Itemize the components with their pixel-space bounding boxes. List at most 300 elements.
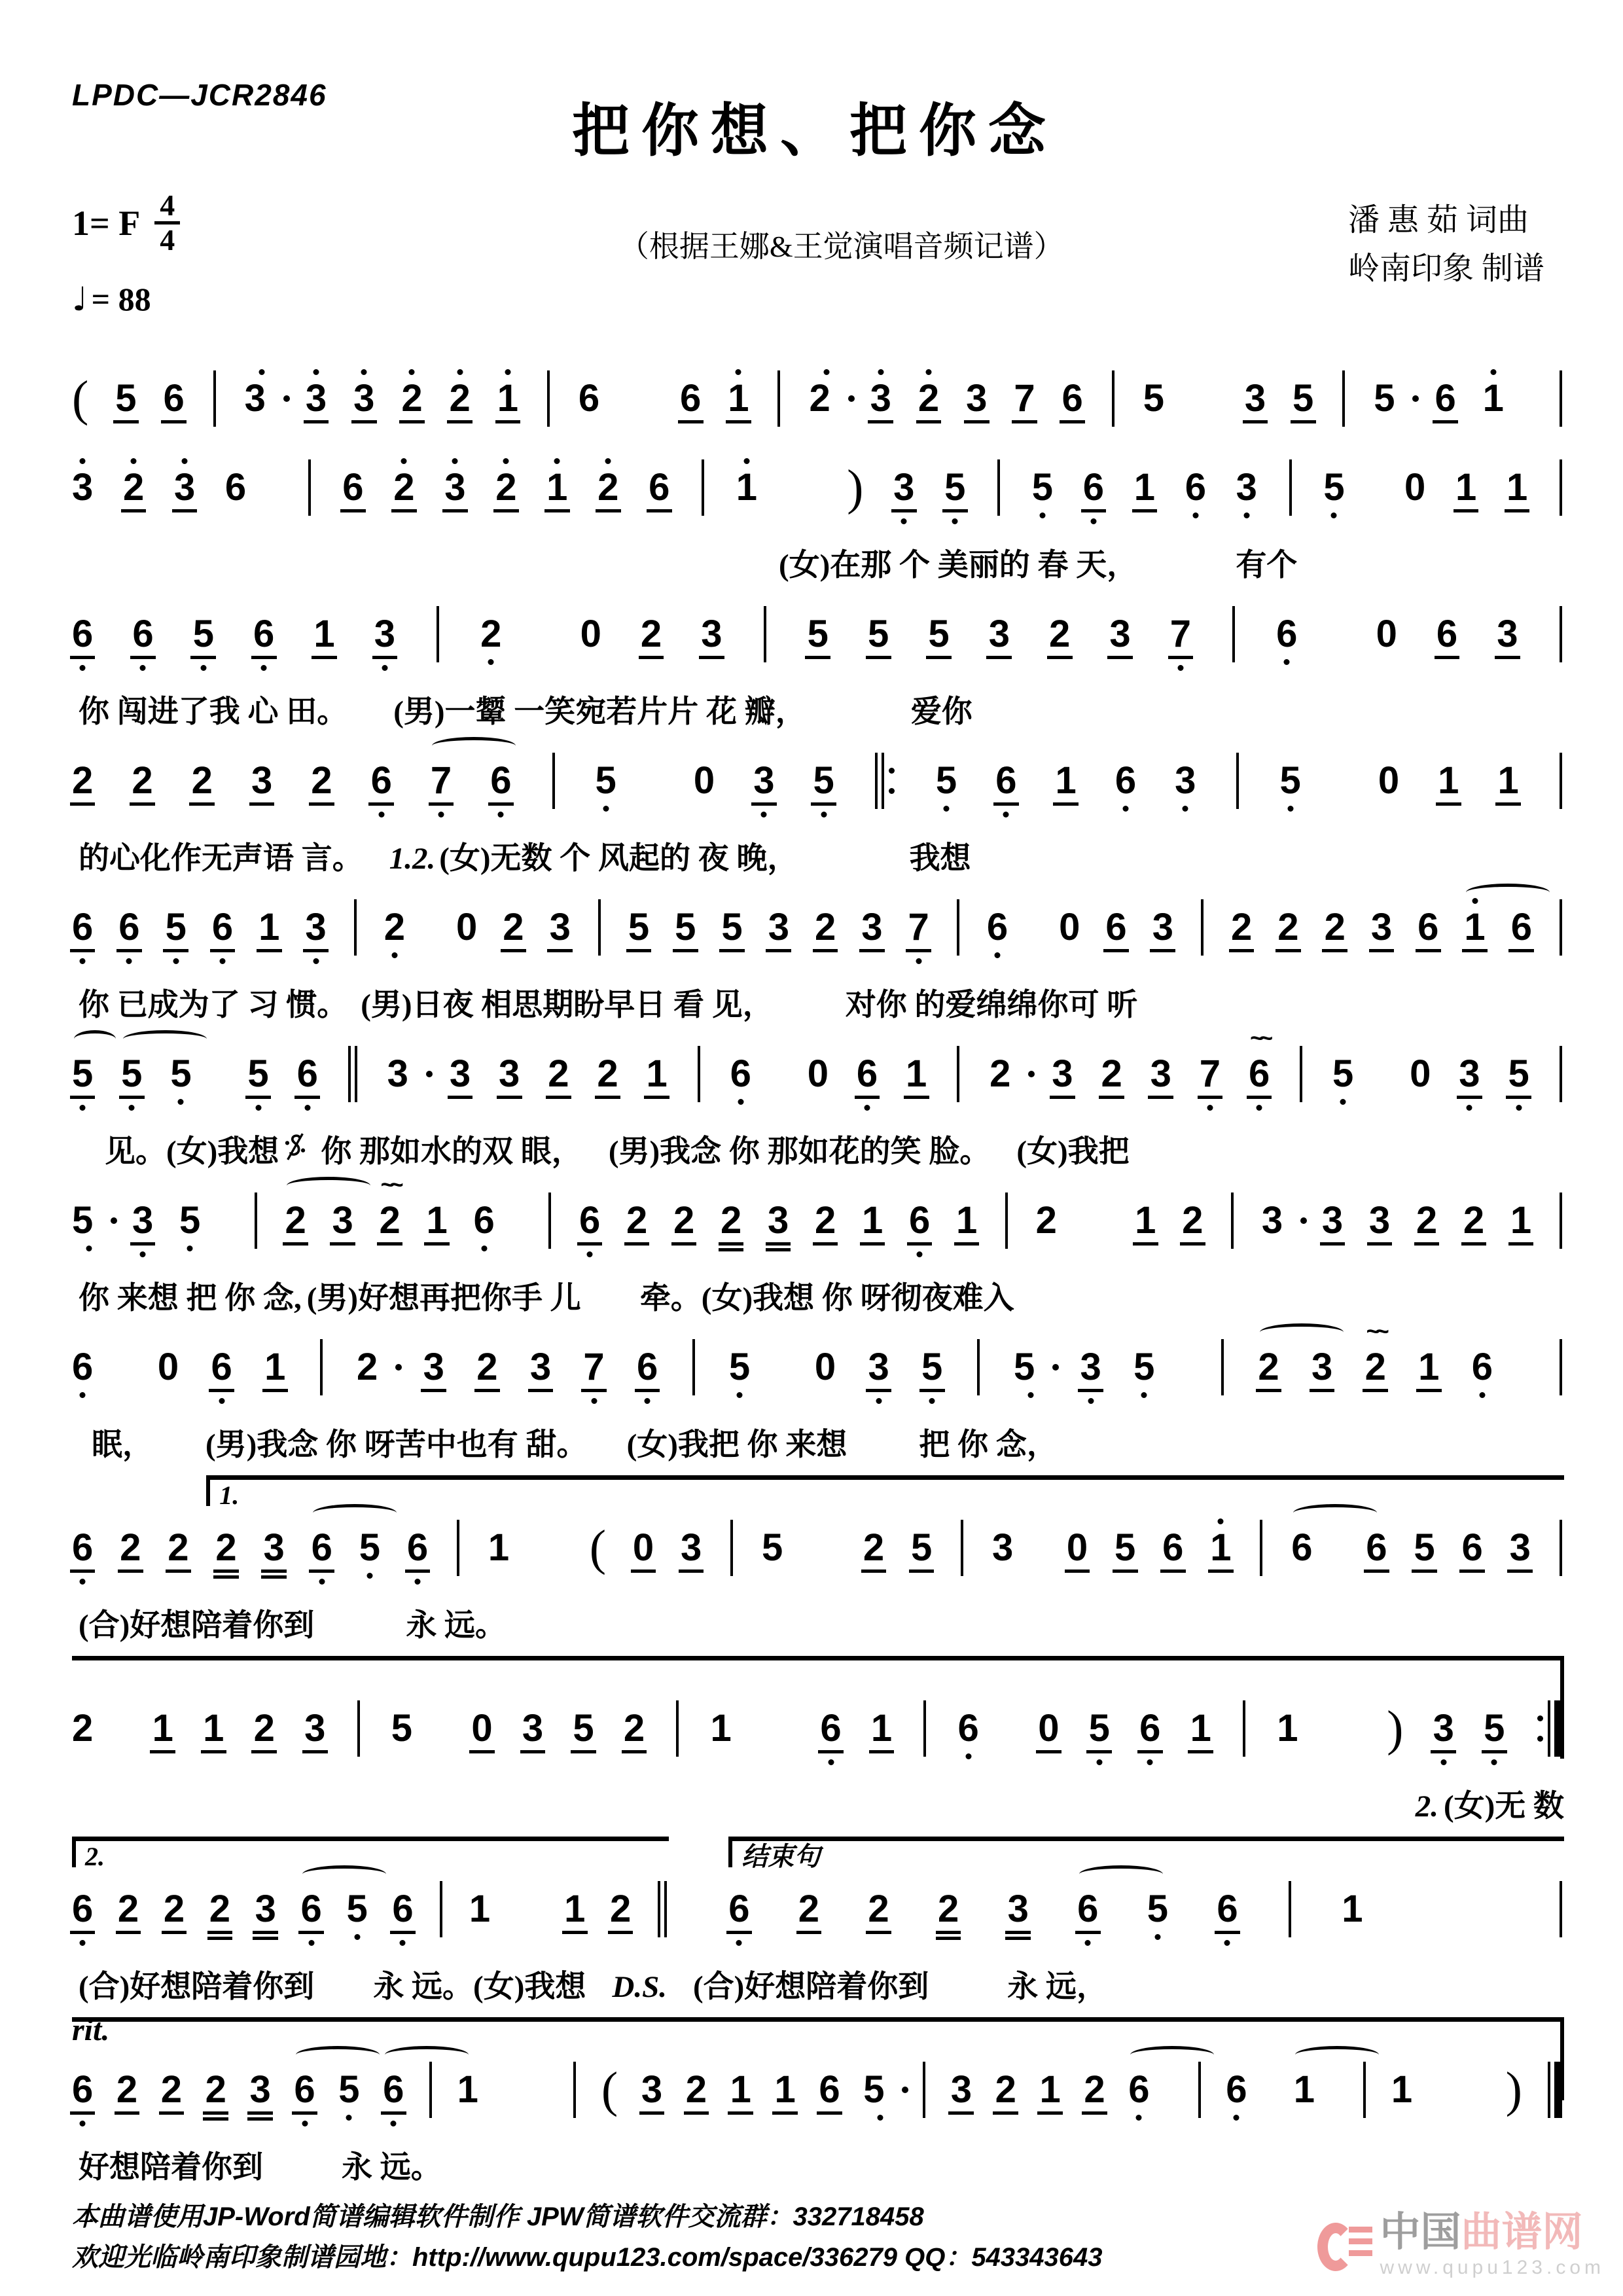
note: 2 [72, 761, 93, 801]
system-section [728, 1842, 1564, 1948]
note: 6 [819, 2070, 840, 2110]
note: 1 [1497, 761, 1518, 801]
note: 3 [1080, 1347, 1101, 1388]
rest: 0 [157, 1346, 179, 1388]
paren: ( [589, 1520, 607, 1575]
note: 3 [768, 1200, 789, 1241]
note: 6 [1472, 1347, 1493, 1388]
barline [545, 370, 552, 427]
note: 6 [995, 761, 1016, 801]
note: 5 [72, 1200, 106, 1241]
note: 1 [906, 1054, 927, 1094]
note: 6 [1077, 1889, 1098, 1929]
notes-row [72, 1842, 1564, 1948]
note: 5 [1032, 467, 1053, 508]
note: 1 [728, 378, 749, 419]
notes-row [72, 360, 1564, 437]
note: 5 [1508, 1054, 1529, 1094]
note: 2 [495, 467, 516, 508]
note: 3 [132, 1200, 153, 1241]
note: 3 [1497, 614, 1518, 655]
note: 2 [205, 2070, 226, 2110]
quarter-note-icon: ♩ [72, 280, 88, 318]
note: 2 [1416, 1200, 1437, 1241]
note: 7 [1170, 614, 1191, 655]
note: 6 [1217, 1889, 1238, 1929]
note: 5 [928, 614, 949, 655]
note: 6 [72, 614, 93, 655]
time-signature [154, 190, 180, 257]
music-system [72, 1024, 1564, 1170]
tempo-change-label: rit. [72, 2013, 110, 2047]
subtitle: （根据王娜&王觉演唱音频记谱） [618, 230, 1064, 263]
note: 3 [1109, 614, 1130, 655]
volta-label: 1. [219, 1480, 240, 1510]
note: 3 [305, 907, 326, 948]
barline [995, 459, 1002, 516]
lyric-segment: 我想 [909, 842, 971, 876]
note: 2 [1325, 907, 1346, 948]
note: 6 [224, 466, 247, 509]
note: 1 [956, 1200, 977, 1241]
note: 1 [1510, 1200, 1531, 1241]
note: 7 [1014, 378, 1035, 419]
note: 1 [1210, 1528, 1231, 1568]
rest: 0 [580, 613, 601, 655]
note: 3 [522, 1708, 543, 1749]
note: 3 [861, 907, 882, 948]
note: 1 [1464, 907, 1485, 948]
note: 1 [1507, 467, 1527, 508]
lyric-segment: (女)无 数 [1443, 1789, 1564, 1823]
note: 1 [736, 467, 757, 508]
note: 3 [701, 614, 722, 655]
note: 5 [170, 1054, 191, 1094]
paren: ( [72, 371, 89, 426]
notes-row [72, 596, 1564, 673]
note: 2 [1035, 1199, 1057, 1242]
note: 1 [152, 1708, 173, 1749]
tempo-marking [72, 280, 151, 318]
note: 5 [72, 1054, 93, 1094]
note: 3 [1052, 1054, 1073, 1094]
music-system [72, 1480, 1564, 1644]
music-system [72, 1690, 1564, 1825]
note: 2 [721, 1200, 741, 1241]
note: 6 [72, 1347, 93, 1388]
note: 1 [1277, 1707, 1298, 1749]
watermark-logo-icon [1317, 2216, 1374, 2279]
barline [253, 1193, 259, 1249]
volta-bracket [72, 1837, 669, 1871]
note: 6 [132, 614, 153, 655]
note: 6 [1185, 467, 1206, 508]
barline [873, 753, 897, 809]
note: 2 [72, 1707, 94, 1749]
lyric-segment: 的心化作无声语 言。 [79, 842, 363, 876]
note: 1 [774, 2070, 795, 2110]
note: 3 [332, 1200, 353, 1241]
note: 2 [597, 467, 618, 508]
rest: 0 [807, 1052, 829, 1095]
note: 5 [1374, 378, 1408, 419]
lyrics-line [72, 1274, 1564, 1317]
footer [72, 2197, 1103, 2278]
note: 2 [624, 1708, 645, 1749]
note: 5 [675, 907, 696, 948]
note: 6 [1139, 1708, 1160, 1749]
barline [306, 459, 313, 516]
lyric-segment: 见。(女)我想 [105, 1135, 279, 1169]
barline [955, 899, 961, 956]
lyrics-line [72, 834, 1564, 877]
notes-row [72, 449, 1564, 526]
note: 3 [306, 378, 327, 419]
note: 3 [1236, 467, 1257, 508]
barline [427, 2062, 434, 2118]
note: 6 [1128, 2070, 1149, 2110]
barline [1558, 1193, 1564, 1249]
note: 7 [431, 761, 452, 801]
barline [696, 1046, 702, 1102]
lyric-segment: (合)好想陪着你到 [79, 1609, 315, 1643]
note: 2 [815, 1200, 836, 1241]
note: 3 [1371, 907, 1392, 948]
note: 3 [444, 467, 465, 508]
barline [1558, 1881, 1564, 1937]
note: 5 [628, 907, 649, 948]
note: 2 [610, 1889, 631, 1929]
note: 6 [371, 761, 392, 801]
note: 1 [1134, 467, 1155, 508]
note: 6 [1062, 378, 1083, 419]
barline [1287, 459, 1294, 516]
note: 3 [245, 378, 279, 419]
note: 5 [1414, 1528, 1435, 1568]
note: 3 [450, 1054, 471, 1094]
volta-bracket [72, 1656, 1564, 1759]
note: 6 ~~ [1249, 1054, 1270, 1094]
key-time-signature [72, 190, 180, 257]
lyric-segment: 牵。(女)我想 你 呀彻夜难入 [639, 1282, 1014, 1316]
barline [776, 370, 782, 427]
note: 2 [384, 907, 405, 948]
note: 6 [253, 614, 274, 655]
note: 1 [1455, 467, 1476, 508]
note: 2 [215, 1528, 236, 1568]
notes-row [72, 1318, 1564, 1406]
note: 2 [311, 761, 332, 801]
note: 3 [251, 761, 272, 801]
note: 6 [72, 1889, 93, 1929]
note: 6 [857, 1054, 878, 1094]
note: 6 [680, 378, 701, 419]
note: 1 [546, 467, 567, 508]
barline [1110, 370, 1116, 427]
note: 3 [1175, 761, 1196, 801]
note: 1 [1056, 761, 1077, 801]
music-system [72, 889, 1564, 1024]
note: 6 [1511, 907, 1532, 948]
note: 3 [753, 761, 774, 801]
note: 2 [1258, 1347, 1279, 1388]
note: 1 [710, 1707, 732, 1749]
lyrics-line [72, 2143, 1564, 2186]
note: 5 [863, 2070, 897, 2110]
note: 2 [503, 907, 524, 948]
barline [975, 1339, 982, 1395]
volta-label: 结束句 [741, 1842, 821, 1871]
note: 6 [1436, 614, 1457, 655]
note: 6 [649, 467, 669, 508]
note: 5 [1133, 1347, 1154, 1388]
note: 7 [908, 907, 929, 948]
note: 2 [123, 467, 144, 508]
note: 2 [990, 1054, 1024, 1094]
music-system [72, 742, 1564, 877]
barline [921, 2062, 927, 2118]
note: 6 [578, 377, 600, 420]
note: 2 [548, 1054, 569, 1094]
notes-row [72, 1690, 1564, 1767]
rest: 0 [1059, 906, 1080, 948]
barline [762, 606, 768, 662]
note: 6 [820, 1708, 841, 1749]
note: 1 [871, 1708, 892, 1749]
lyric-segment: 你 来想 把 你 念, [79, 1282, 302, 1316]
note: 5 [1484, 1708, 1505, 1749]
music-system [72, 449, 1564, 584]
note: 3 [1311, 1347, 1332, 1388]
note: 5 [166, 907, 187, 948]
note: 3 [641, 2070, 662, 2110]
note: 1 [497, 378, 518, 419]
note: 6 [728, 1889, 749, 1929]
lyric-segment: 好想陪着你到 [79, 2151, 263, 2185]
note: 3 [72, 467, 93, 508]
barline [728, 1520, 735, 1576]
notes-row [72, 889, 1564, 966]
credit-arranger: 岭南印象 制谱 [1347, 251, 1544, 287]
lyric-segment: 眠， [92, 1428, 153, 1462]
note: 5 [808, 614, 829, 655]
barline [1558, 1046, 1564, 1102]
note: 6 [1162, 1528, 1183, 1568]
note: 2 ~~ [1365, 1347, 1386, 1388]
tempo-value: = 88 [91, 281, 151, 317]
note: 3 [870, 378, 891, 419]
rest: 0 [1404, 466, 1426, 509]
note: 3 [499, 1054, 520, 1094]
note: 1 [488, 1526, 510, 1569]
note: 5 [573, 1708, 594, 1749]
music-system [72, 1842, 1564, 2005]
barline [596, 899, 603, 956]
rest: 0 [1378, 759, 1400, 802]
note: 5 [121, 1054, 142, 1094]
header [72, 0, 1558, 347]
barline [346, 1046, 359, 1102]
note: 6 [383, 2070, 404, 2110]
note: 1 [469, 1888, 491, 1930]
barline [211, 370, 218, 427]
note: 2 [254, 1708, 275, 1749]
note: 5 [1115, 1528, 1135, 1568]
rest: 0 [633, 1528, 654, 1568]
note: 5 [247, 1054, 268, 1094]
lyric-segment: 你 闯进了我 心 田。 [79, 695, 348, 729]
credit-composer: 潘 惠 茹 词曲 [1347, 203, 1529, 238]
paren: ) [1505, 2062, 1522, 2117]
note: 3 [1262, 1200, 1296, 1241]
note: 2 [641, 614, 662, 655]
barline [1558, 459, 1564, 516]
rest: 0 [814, 1346, 836, 1388]
lyrics-line [72, 541, 1564, 584]
note: 2 [798, 1889, 819, 1929]
note: 1 [564, 1889, 585, 1929]
note: 3 [353, 378, 374, 419]
watermark-url: www.qupu123.com [1380, 2257, 1605, 2278]
note: 6 [1435, 378, 1455, 419]
note: 6 [297, 1054, 318, 1094]
barline [318, 1339, 325, 1395]
note: 2 [285, 1200, 306, 1241]
note: 3 [250, 2070, 271, 2110]
note: 5 [115, 378, 136, 419]
note: 2 [863, 1528, 884, 1568]
note: 2 [809, 378, 843, 419]
note: 1 [203, 1708, 224, 1749]
barline [438, 1881, 444, 1937]
note: 2 [597, 1054, 618, 1094]
note: 3 [768, 907, 789, 948]
note: 2 [626, 1200, 647, 1241]
barline [656, 1881, 669, 1937]
barline [1230, 606, 1237, 662]
lyrics-line [72, 1127, 1564, 1170]
note: 3 [264, 1528, 285, 1568]
lyric-segment: 你 已成为了 习 惯。 [79, 988, 348, 1022]
footer-contact-note: 欢迎光临岭南印象制谱园地：http://www.qupu123.com/space/336279 QQ：543343643 [72, 2243, 1103, 2272]
note: 1 [1391, 2068, 1413, 2111]
note: 2 [393, 467, 414, 508]
lyric-segment: 把 你 念， [919, 1428, 1058, 1462]
note: 6 [1462, 1528, 1483, 1568]
note: 6 [72, 1528, 93, 1568]
rest: 0 [456, 906, 478, 948]
note: 3 [991, 1526, 1014, 1569]
credits [1348, 196, 1544, 294]
note: 6 [118, 907, 139, 948]
note: 1 [426, 1200, 447, 1241]
note: 2 [995, 2070, 1016, 2110]
volta-bracket [728, 1837, 1564, 1871]
lyrics-line [72, 1420, 1564, 1463]
note: 6 [294, 2070, 315, 2110]
note: 6 [1276, 614, 1297, 655]
barline [546, 1193, 553, 1249]
note: 2 [476, 1347, 497, 1388]
barline [1219, 1339, 1226, 1395]
note: 7 [1200, 1054, 1221, 1094]
note: 3 [255, 1889, 276, 1929]
lyrics-line [72, 1782, 1564, 1825]
lyric-segment: 对你 的爱绵绵你可 听 [845, 988, 1138, 1022]
note: 2 [1084, 2070, 1105, 2110]
lyric-segment: 永 远。 [342, 2151, 442, 2185]
note: 2 [116, 2070, 137, 2110]
barline [1558, 1339, 1564, 1395]
notes-row [72, 742, 1564, 819]
rest: 0 [1410, 1052, 1431, 1095]
note: 5 [359, 1528, 380, 1568]
note: 1 [1342, 1888, 1363, 1930]
song-title: 把你想、把你念 [571, 100, 1058, 164]
note: 2 [1182, 1200, 1203, 1241]
note: 1 [647, 1054, 668, 1094]
paren: ) [1387, 1701, 1404, 1756]
note: 5 [936, 761, 957, 801]
note: 6 [1291, 1528, 1312, 1568]
note: 6 [730, 1054, 751, 1094]
barline [955, 1046, 961, 1102]
note: 2 [357, 1347, 391, 1388]
barline [435, 606, 441, 662]
note: 2 [118, 1889, 139, 1929]
note: 5 [346, 1889, 367, 1929]
lyrics-line [72, 1962, 1564, 2005]
lyrics-line [72, 1601, 1564, 1644]
note: 5 [721, 907, 742, 948]
rest: 0 [1376, 613, 1397, 655]
note: 6 [909, 1200, 930, 1241]
lyric-segment: (女)在那 个 美丽的 春 天， [779, 548, 1138, 583]
system-section [72, 1842, 669, 1948]
note: 5 [921, 1347, 942, 1388]
note: 1 [1039, 2070, 1060, 2110]
note: 2 [1277, 907, 1298, 948]
lyric-segment: 爱你 [910, 695, 972, 729]
watermark [1317, 2212, 1605, 2279]
note: 6 [392, 1889, 413, 1929]
music-system [72, 1171, 1564, 1317]
lyrics-line [72, 687, 1564, 730]
lyric-segment: 2. [1415, 1789, 1438, 1823]
barline [1199, 899, 1205, 956]
volta-label: 2. [85, 1842, 105, 1871]
barline [352, 899, 359, 956]
barline [1229, 1193, 1236, 1249]
note: 5 [761, 1526, 783, 1569]
note: 6 [637, 1347, 658, 1388]
note: 5 [391, 1707, 413, 1749]
note: 3 [1008, 1889, 1029, 1929]
note: 6 [987, 907, 1008, 948]
note: 6 [72, 907, 93, 948]
lyric-segment: (合)好想陪着你到 [692, 1970, 929, 2004]
note: 1 [313, 614, 334, 655]
note: 5 [868, 614, 889, 655]
barline [1196, 2062, 1203, 2118]
note: 2 [868, 1889, 889, 1929]
note: 1 [1438, 761, 1459, 801]
note: 2 [450, 378, 471, 419]
key-label: 1= F [72, 203, 141, 243]
note: 2 [1049, 614, 1070, 655]
lyric-segment: 1.2. [389, 842, 436, 876]
barline [1535, 1700, 1564, 1757]
